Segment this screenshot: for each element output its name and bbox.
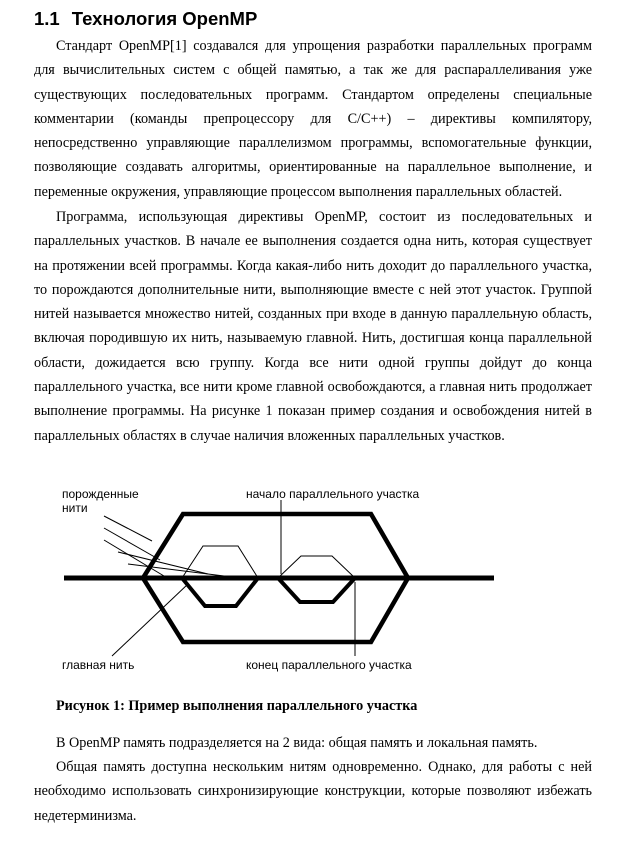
figure-caption: Рисунок 1: Пример выполнения параллельного участка <box>56 698 418 714</box>
spawned-thread-pointer-4 <box>118 552 208 574</box>
section-title: Технология OpenMP <box>71 8 258 29</box>
nested-region-1-lower-thread <box>182 578 258 606</box>
main-thread-pointer <box>112 584 188 656</box>
section-heading <box>34 8 257 30</box>
outer-region-top-thread <box>143 514 408 578</box>
nested-region-2-lower-thread <box>278 578 355 602</box>
parallel-region-figure <box>0 478 630 678</box>
main-thread-label: главная нить <box>62 658 135 672</box>
region-end-label: конец параллельного участка <box>246 658 412 672</box>
paragraph-program-structure: Программа, использующая директивы OpenMP, состоит из последовательных и параллельных участков. В начале ее выполнения создается одна нить, которая существует на протяжении всей программы. Когда какая-либо нить доходит до параллельного участка, то порождаются дополнительные нити, выполняющие вместе с ней этот участок. Группой нитей называется множество нитей, созданных при входе в данную параллельную область, включая породившую их нить, называемую главной. Нить, достигшая конца параллельной области, дожидается всю группу. Когда все нити одной группы дойдут до конца параллельного участка, все нити кроме главной освобождаются, а главная нить продолжает выполнение программы. На рисунке 1 показан пример создания и освобождения нитей в параллельных областях в случае наличия вложенных параллельных участков. <box>34 209 592 444</box>
paragraph-openmp-standard: Стандарт OpenMP[1] создавался для упрощения разработки параллельных программ для вычислительных систем с общей памятью, а так же для распараллеливания уже существующих последовательных программ. Стандартом определены специальные комментарии (команды препроцессору для C/C++) – директивы компилятору, непосредственно управляющие параллелизмом программы, вспомогательные функции, позволяющие создавать алгоритмы, ориентированные на параллельное выполнение, и переменные окружения, управляющие процессом выполнения параллельных областей. <box>34 38 592 200</box>
region-start-label: начало параллельного участка <box>246 487 420 501</box>
spawned-threads-label-line1: порожденные <box>62 487 139 501</box>
paragraph-memory-types: В OpenMP память подразделяется на 2 вида: общая память и локальная память. <box>56 735 538 751</box>
nested-region-2-upper-thread <box>278 556 355 578</box>
nested-region-1-upper-thread <box>182 546 258 578</box>
section-number: 1.1 <box>34 8 60 29</box>
paragraph-shared-memory: Общая память доступна нескольким нитям одновременно. Однако, для работы с ней необходимо использовать синхронизирующие конструкции, которые позволяют избежать недетерминизма. <box>34 759 592 824</box>
spawned-thread-pointer-1 <box>104 516 152 541</box>
spawned-threads-label-line2: нити <box>62 501 88 515</box>
outer-region-bottom-thread <box>143 578 408 642</box>
